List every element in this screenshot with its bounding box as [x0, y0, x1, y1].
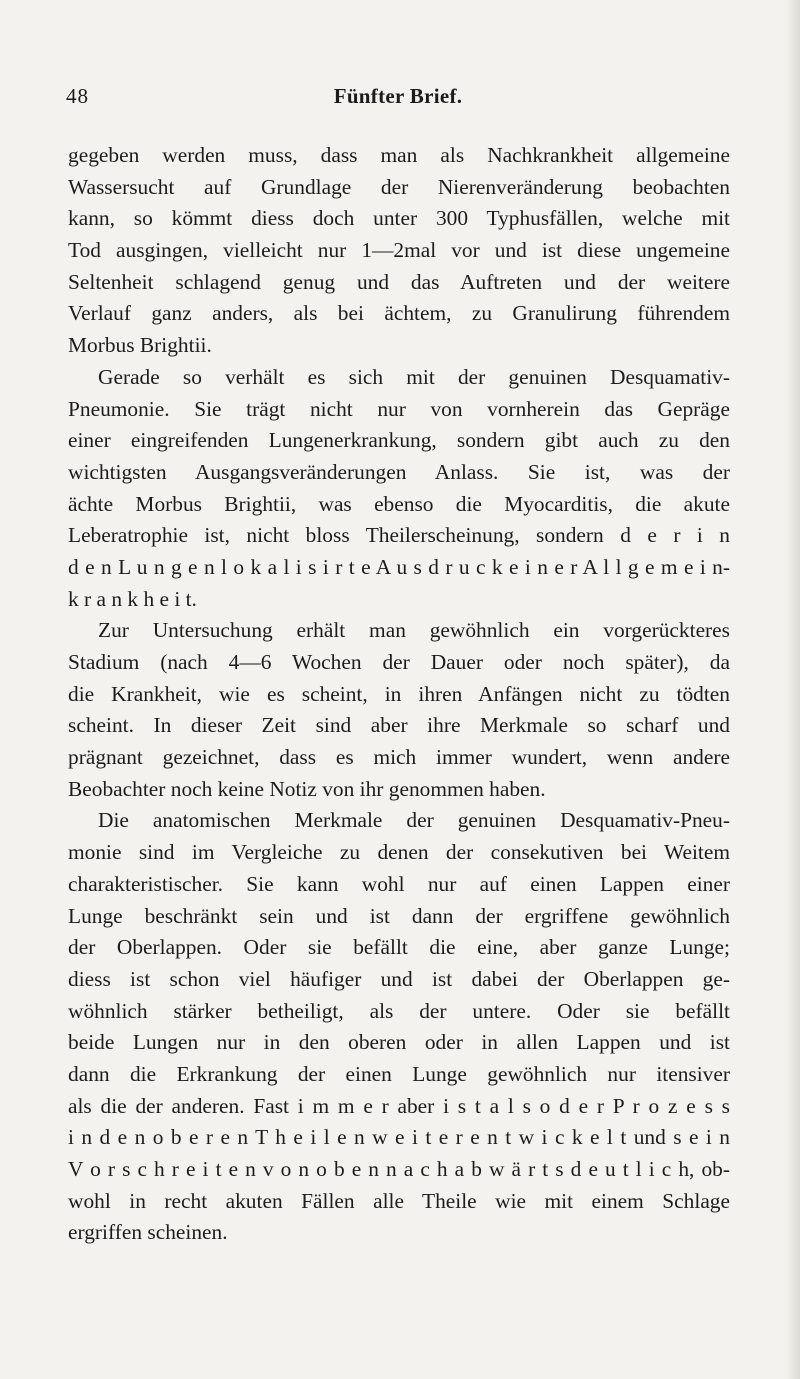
text-line: Verlauf ganz anders, als bei ächtem, zu Granulirung führendem: [68, 301, 730, 326]
text-line: der Oberlappen. Oder sie befällt die eine, aber ganze Lunge;: [68, 935, 730, 960]
paragraph-end-line: ergriffen scheinen.: [68, 1220, 228, 1245]
text-line: als die der anderen. Fast i m m e r aber i s t a l s o d e r P r o z e s s: [68, 1093, 730, 1118]
text-line: einer eingreifenden Lungenerkrankung, sondern gibt auch zu den: [68, 428, 730, 453]
paragraph-start-line: Zur Untersuchung erhält man gewöhnlich ein vorgerückteres: [98, 618, 730, 643]
paragraph-start-line: Die anatomischen Merkmale der genuinen Desquamativ-Pneu-: [98, 808, 730, 833]
text-line: dann die Erkrankung der einen Lunge gewöhnlich nur itensiver: [68, 1061, 730, 1086]
page-number: 48: [66, 84, 89, 108]
body-text: [68, 140, 730, 1249]
paragraph-end-line: k r a n k h e i t.: [68, 586, 197, 611]
text-line: die Krankheit, wie es scheint, in ihren Anfängen nicht zu tödten: [68, 681, 730, 706]
running-head: Fünfter Brief.: [333, 84, 463, 108]
text-line: Wassersucht auf Grundlage der Nierenveränderung beobachten: [68, 174, 730, 199]
text-line: prägnant gezeichnet, dass es mich immer wundert, wenn andere: [68, 745, 730, 770]
text-line: V o r s c h r e i t e n v o n o b e n n a c h a b w ä r t s d e u t l i c h, ob-: [68, 1157, 730, 1181]
text-line: gegeben werden muss, dass man als Nachkrankheit allgemeine: [68, 143, 730, 167]
paragraph-end-line: Morbus Brightii.: [68, 333, 212, 358]
text-line: wohl in recht akuten Fällen alle Theile wie mit einem Schlage: [68, 1188, 730, 1213]
text-line: monie sind im Vergleiche zu denen der consekutiven bei Weitem: [68, 840, 730, 865]
text-line: diess ist schon viel häufiger und ist dabei der Oberlappen ge-: [68, 966, 730, 991]
page-header: [66, 84, 730, 114]
text-line: wöhnlich stärker betheiligt, als der untere. Oder sie befällt: [68, 998, 730, 1023]
text-line: d e n L u n g e n l o k a l i s i r t e A u s d r u c k e i n e r A l l g e m e i n-: [68, 554, 730, 579]
page-edge-shadow: [786, 0, 800, 1379]
paragraph-end-line: Beobachter noch keine Notiz von ihr genommen haben.: [68, 776, 546, 801]
text-line: Tod ausgingen, vielleicht nur 1—2mal vor und ist diese ungemeine: [68, 238, 730, 263]
paragraph-start-line: Gerade so verhält es sich mit der genuinen Desquamativ-: [98, 364, 730, 389]
text-line: i n d e n o b e r e n T h e i l e n w e i t e r e n t w i c k e l t und s e i n: [68, 1125, 730, 1150]
text-line: Pneumonie. Sie trägt nicht nur von vornherein das Gepräge: [68, 396, 730, 421]
text-line: Lunge beschränkt sein und ist dann der ergriffene gewöhnlich: [68, 903, 730, 928]
text-line: ächte Morbus Brightii, was ebenso die Myocarditis, die akute: [68, 491, 730, 516]
text-line: Leberatrophie ist, nicht bloss Theilerscheinung, sondern d e r i n: [68, 523, 730, 548]
text-line: Stadium (nach 4—6 Wochen der Dauer oder noch später), da: [68, 650, 730, 674]
text-line: kann, so kömmt diess doch unter 300 Typhusfällen, welche mit: [68, 206, 730, 231]
text-line: wichtigsten Ausgangsveränderungen Anlass. Sie ist, was der: [68, 459, 730, 484]
text-line: Seltenheit schlagend genug und das Auftreten und der weitere: [68, 269, 730, 294]
text-line: charakteristischer. Sie kann wohl nur auf einen Lappen einer: [68, 871, 730, 896]
text-line: scheint. In dieser Zeit sind aber ihre Merkmale so scharf und: [68, 713, 730, 738]
text-line: beide Lungen nur in den oberen oder in allen Lappen und ist: [68, 1030, 730, 1055]
